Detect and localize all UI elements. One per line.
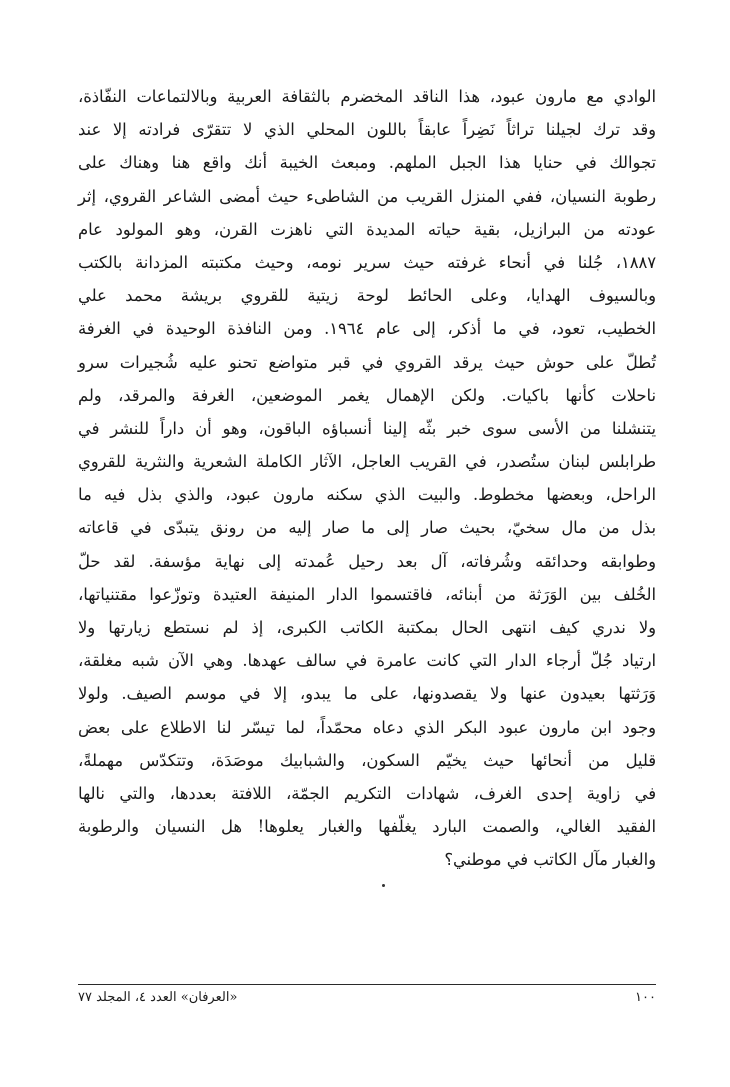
footer-divider bbox=[78, 984, 656, 985]
article-body bbox=[78, 80, 656, 877]
text-line-17: ولا ندري كيف انتهى الحال بمكتبة الكاتب الكبرى، إذ لم نستطع زيارتها ولا bbox=[78, 618, 656, 637]
text-line-6: ١٨٨٧، جُلنا في أنحاء غرفته حيث سرير نومه، وحيث مكتبته المزدانة بالكتب bbox=[78, 252, 656, 272]
text-line-20: وجود ابن مارون عبود البكر الذي دعاه محمّداً، لما تيسّر لنا الاطلاع على بعض bbox=[78, 717, 656, 737]
text-line-21: قليل من أنحائها حيث يخيّم السكون، والشبابيك موصَدَة، وتتكدّس مهملةً، bbox=[78, 750, 656, 770]
text-line-14: بذل من مال سخيّ، بحيث صار إلى ما صار إليه من رونق يتبدّى في قاعاته bbox=[78, 518, 656, 538]
text-line-2: وقد ترك لجيلنا تراثاً نَضِراً عابقاً باللون المحلي الذي لا تتقرّى فرادته إلا عند bbox=[78, 120, 656, 140]
text-line-18: ارتياد جُلّ أرجاء الدار التي كانت عامرة في سالف عهدها. وهي الآن شبه مغلقة، bbox=[78, 651, 656, 671]
text-line-23: الفقيد الغالي، والصمت البارد يغلّفها والغبار يعلوها! هل النسيان والرطوبة bbox=[78, 817, 656, 837]
text-line-8: الخطيب، تعود، في ما أذكر، إلى عام ١٩٦٤. ومن النافذة الوحيدة في الغرفة bbox=[78, 319, 656, 339]
text-line-9: تُطلّ على حوش حيث يرقد القروي في قبر متواضع تحنو عليه شُجيرات سرو bbox=[78, 352, 656, 372]
text-line-11: يتنشلنا من الأسى سوى خبر بثّه إلينا أنسباؤه الباقون، وهو أن داراً للنشر في bbox=[78, 418, 656, 438]
text-line-5: عودته من البرازيل، بقية حياته المديدة التي ناهزت القرن، وهو المولود عام bbox=[78, 219, 656, 239]
text-line-1: الوادي مع مارون عبود، هذا الناقد المخضرم بالثقافة العربية وبالالتماعات النفّاذة، bbox=[78, 87, 656, 106]
page-number: ١٠٠ bbox=[635, 990, 656, 1005]
text-line-19: وَرَثتها بعيدون عنها ولا يقصدونها، على ما يبدو، إلا في موسم الصيف. ولولا bbox=[78, 684, 656, 704]
text-line-4: رطوبة النسيان، ففي المنزل القريب من الشاطىء حيث أمضى الشاعر القروي، إثر bbox=[78, 186, 656, 206]
text-line-16: الخُلف بين الوَرَثة من أبنائه، فاقتسموا الدار المنيفة العتيدة وتوزّعوا مقتنياتها، bbox=[78, 584, 656, 604]
text-line-7: وبالسيوف الهدايا، وعلى الحائط لوحة زيتية للقروي بريشة محمد علي bbox=[78, 286, 656, 306]
text-line-3: تجوالك في حنايا هذا الجبل الملهم. ومبعث الخيبة أنك واقع هنا وهناك على bbox=[78, 153, 656, 173]
journal-info: «العرفان» العدد ٤، المجلد ٧٧ bbox=[78, 990, 238, 1005]
text-line-12: طرابلس لبنان ستُصدر، في القريب العاجل، الآثار الكاملة الشعرية والنثرية للقروي bbox=[78, 452, 656, 472]
stray-dot-mark bbox=[382, 884, 385, 887]
text-line-13: الراحل، وبعضها مخطوط. والبيت الذي سكنه مارون عبود، والذي بذل فيه ما bbox=[78, 485, 656, 505]
text-line-22: في زاوية إحدى الغرف، شهادات التكريم الجمّة، اللافتة بعددها، والتي نالها bbox=[78, 783, 656, 803]
text-line-24: والغبار مآل الكاتب في موطني؟ bbox=[444, 850, 656, 870]
text-line-10: ناحلات كأنها باكيات. ولكن الإهمال يغمر الموضعين، الغرفة والمرقد، ولم bbox=[78, 385, 656, 405]
text-line-15: وطوابقه وحدائقه وشُرفاته، آل بعد رحيل عُمدته إلى نهاية مؤسفة. لقد حلّ bbox=[78, 551, 656, 571]
